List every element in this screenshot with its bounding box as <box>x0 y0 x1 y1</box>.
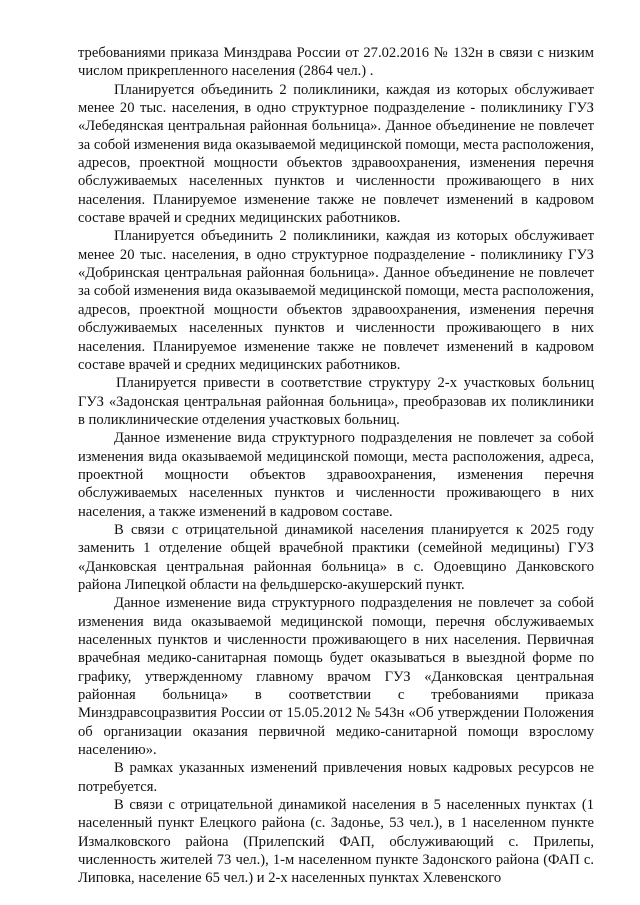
paragraph-5: Данное изменение вида структурного подразделения не повлечет за собой изменения вида оказываемой медицинской помощи, места расположения, адреса, проектной мощности объектов здравоохранения, изменения перечня обслуживаемых населенных пунктов и численности проживающего в них населения, а также изменений в кадровом составе. <box>78 430 594 520</box>
paragraph-6: В связи с отрицательной динамикой населения планируется к 2025 году заменить 1 отделение общей врачебной практики (семейной медицины) ГУЗ «Данковская центральная районная больница» в с. Одоевщино Данковского района Липецкой области на фельдшерско-акушерский пункт. <box>78 521 594 593</box>
document-body <box>78 44 594 888</box>
paragraph-3: Планируется объединить 2 поликлиники, каждая из которых обслуживает менее 20 тыс. населения, в одно структурное подразделение - поликлинику ГУЗ «Добринская центральная районная больница». Данное объединение не повлечет за собой изменения вида оказываемой медицинской помощи, места расположения, адресов, проектной мощности объектов здравоохранения, изменения перечня обслуживаемых населенных пунктов и численности проживающего в них населения. Планируемое изменение также не повлечет изменений в кадровом составе врачей и средних медицинских работников. <box>78 228 594 373</box>
paragraph-7: Данное изменение вида структурного подразделения не повлечет за собой изменения вида оказываемой медицинской помощи, перечня обслуживаемых населенных пунктов и численности проживающего в них населения. Первичная врачебная медико-санитарная помощь будет оказываться в выездной форме по графику, утвержденному главному врачом ГУЗ «Данковская центральная районная больница» в соответствии с требованиями приказа Минздравсоцразвития России от 15.05.2012 № 543н «Об утверждении Положения об организации оказания первичной медико-санитарной помощи взрослому населению». <box>78 595 594 759</box>
paragraph-9: В связи с отрицательной динамикой населения в 5 населенных пунктах (1 населенный пункт Елецкого района (с. Задонье, 53 чел.), в 1 населенном пункте Измалковского района (Прилепский ФАП, обслуживающий с. Прилепы, численность жителей 73 чел.), 1-м населенном пункте Задонского района (ФАП с. Липовка, население 65 чел.) и 2-х населенных пунктах Хлевенского <box>78 797 594 887</box>
paragraph-1: требованиями приказа Минздрава России от 27.02.2016 № 132н в связи с низким числом прикрепленного населения (2864 чел.) . <box>78 45 594 80</box>
paragraph-8: В рамках указанных изменений привлечения новых кадровых ресурсов не потребуется. <box>78 760 594 795</box>
paragraph-2: Планируется объединить 2 поликлиники, каждая из которых обслуживает менее 20 тыс. населения, в одно структурное подразделение - поликлинику ГУЗ «Лебедянская центральная районная больница». Данное объединение не повлечет за собой изменения вида оказываемой медицинской помощи, места расположения, адресов, проектной мощности объектов здравоохранения, изменения перечня обслуживаемых населенных пунктов и численности проживающего в них населения. Планируемое изменение также не повлечет изменений в кадровом составе врачей и средних медицинских работников. <box>78 81 594 227</box>
paragraph-4: Планируется привести в соответствие структуру 2-х участковых больниц ГУЗ «Задонская центральная районная больница», преобразовав их поликлиники в поликлинические отделения участковых больниц. <box>78 375 594 428</box>
